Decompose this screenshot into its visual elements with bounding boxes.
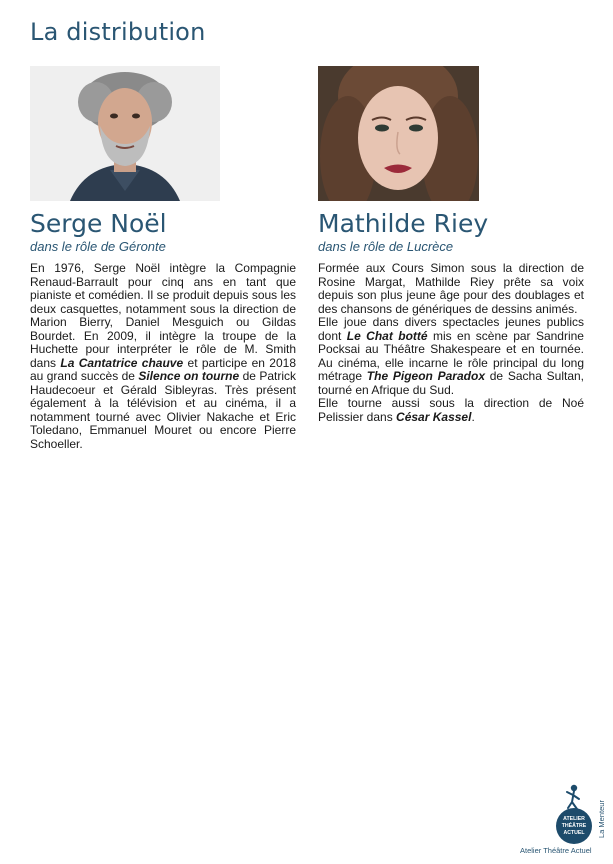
bio-text: . [471, 409, 475, 424]
cast-name: Serge Noël [30, 209, 167, 238]
cast-member-mathilde-riey [318, 66, 584, 424]
page-title: La distribution [30, 18, 206, 46]
bio-title-emphasis: Le Chat botté [346, 328, 428, 343]
portrait-illustration [318, 66, 479, 201]
bio-paragraph [318, 316, 584, 397]
portrait-photo-mathilde-riey [318, 66, 479, 201]
bio-text: de Patrick Haudecoeur et Gérald Sibleyras. Très présent également à la télévision et au cinéma, il a notamment tourné avec Olivier Nakache et Eric Toledano, Emmanuel Mouret ou encore Pierre Schoeller. [30, 369, 296, 451]
bio-text: de Sacha Sultan, tourné en Afrique du Sud. [318, 369, 585, 397]
bio-text: Elle tourne aussi sous la direction de Noé Pelissier dans [318, 396, 584, 424]
cast-bio [318, 262, 584, 424]
bio-text: mis en scène par Sandrine Pocksai au Théâtre Shakespeare et en tournée. Au cinéma, elle incarne le rôle principal du long métrage [318, 328, 584, 383]
bio-paragraph [318, 262, 584, 316]
bio-text: Formée aux Cours Simon sous la direction de Rosine Margat, Mathilde Riey prête sa voix depuis son plus jeune âge pour des doublages et des chansons de génériques de dessins animés. [318, 261, 584, 316]
bio-title-emphasis: La Cantatrice chauve [60, 355, 184, 370]
logo-caption: Atelier Théâtre Actuel [520, 846, 592, 855]
bio-text: En 1976, Serge Noël intègre la Compagnie Renaud-Barrault pour cinq ans en tant que pianiste et comédien. Il se produit depuis sous les deux casquettes, notamment sous la direction de Marion Bierry, Daniel Mesguich ou Gildas Bourdet. En 2009, il intègre la troupe de la Huchette pour interpréter le rôle de M. Smith dans [30, 261, 296, 370]
bio-title-emphasis: César Kassel [396, 409, 472, 424]
bio-title-emphasis: The Pigeon Paradox [366, 369, 485, 383]
logo-text-line: ATELIER [563, 816, 585, 822]
portrait-photo-serge-noel [30, 66, 220, 201]
portrait-illustration [30, 66, 220, 201]
cast-member-serge-noel [30, 66, 296, 451]
bio-text: Elle joue dans divers spectacles jeunes publics dont [318, 315, 584, 343]
bio-text: et participe en 2018 au grand succès de [30, 355, 296, 383]
logo-text-line: ACTUEL [563, 830, 585, 836]
side-caption: La Menteur [597, 800, 606, 838]
bio-paragraph [318, 397, 584, 424]
cast-role: dans le rôle de Géronte [30, 239, 166, 254]
bio-paragraph [30, 262, 296, 451]
cast-name: Mathilde Riey [318, 209, 489, 238]
bio-title-emphasis: Silence on tourne [138, 369, 240, 383]
logo-text-line: THÉÂTRE [561, 823, 587, 829]
cast-bio [30, 262, 296, 451]
cast-role: dans le rôle de Lucrèce [318, 239, 454, 254]
